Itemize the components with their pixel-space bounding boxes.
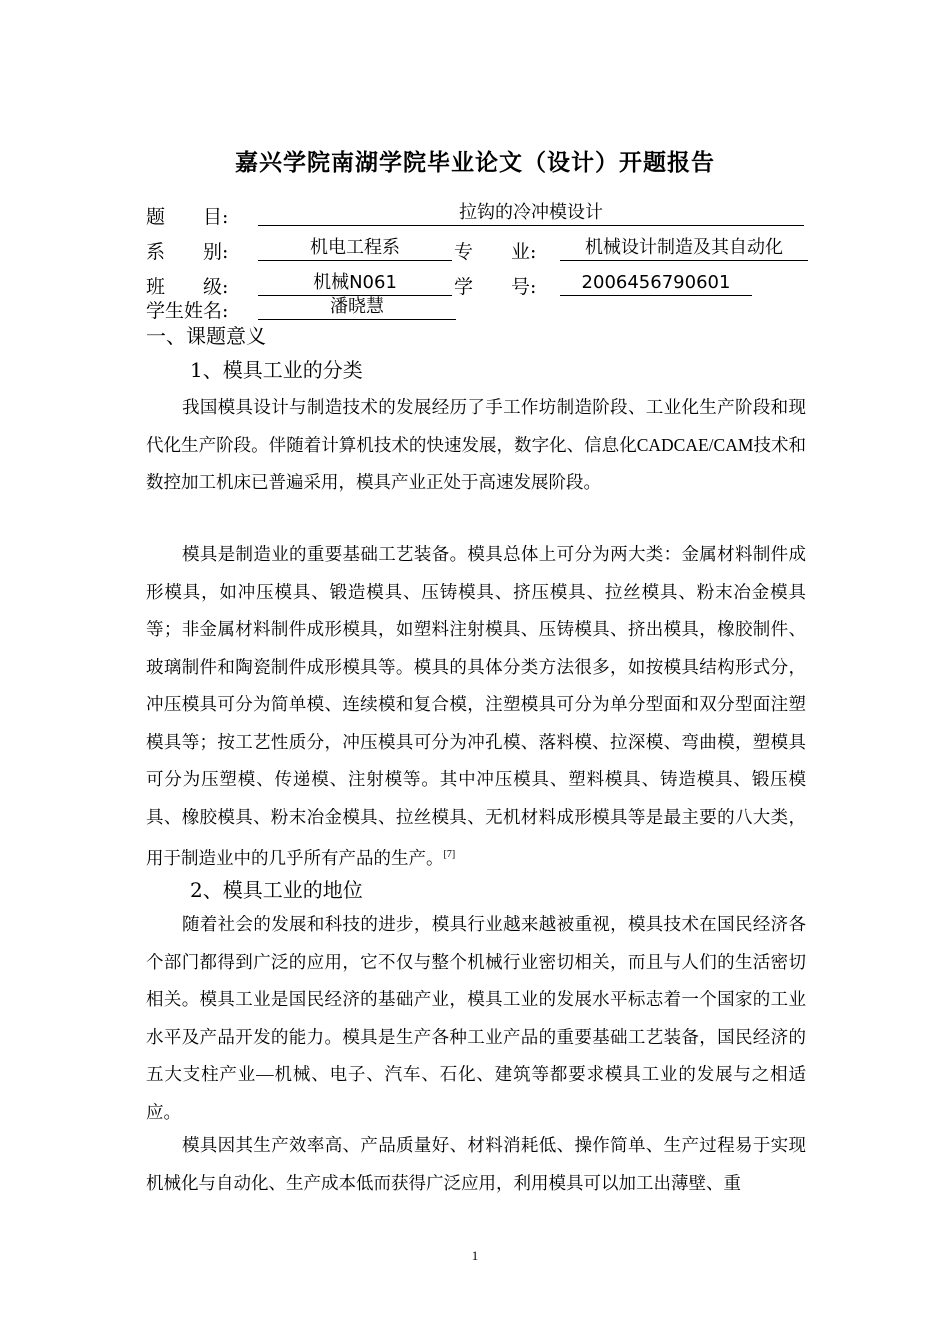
paragraph-2	[146, 536, 806, 877]
topic-label: 题 目:	[146, 206, 229, 228]
major-value: 机械设计制造及其自动化	[560, 236, 808, 261]
student-id-label: 学 号:	[454, 276, 537, 298]
paragraph-4: 模具因其生产效率高、产品质量好、材料消耗低、操作简单、生产过程易于实现机械化与自动化、生产成本低而获得广泛应用，利用模具可以加工出薄壁、重	[146, 1135, 806, 1193]
section-heading: 一、课题意义	[146, 324, 266, 348]
major-label: 专 业:	[454, 241, 537, 263]
dept-label: 系 别:	[146, 241, 229, 263]
paragraph-2-text: 模具是制造业的重要基础工艺装备。模具总体上可分为两大类：金属材料制件成形模具，如冲压模具、锻造模具、压铸模具、挤压模具、拉丝模具、粉末冶金模具等；非金属材料制件成形模具，如塑料注射模具、压铸模具、挤出模具，橡胶制件、玻璃制件和陶瓷制件成形模具等。模具的具体分类方法很多，如按模具结构形式分，冲压模具可分为简单模、连续模和复合模，注塑模具可分为单分型面和双分型面注塑模具等；按工艺性质分，冲压模具可分为冲孔模、落料模、拉深模、弯曲模，塑模具可分为压塑模、传递模、注射模等。其中冲压模具、塑料模具、铸造模具、锻压模具、橡胶模具、粉末冶金模具、拉丝模具、无机材料成形模具等是最主要的八大类，用于制造业中的几乎所有产品的生产。	[146, 544, 806, 868]
paragraph-1: 我国模具设计与制造技术的发展经历了手工作坊制造阶段、工业化生产阶段和现代化生产阶段。伴随着计算机技术的快速发展，数字化、信息化CADCAE/CAM技术和数控加工机床已普遍采用，模具产业正处于高速发展阶段。	[146, 397, 806, 492]
subsection-heading-2: 2、模具工业的地位	[190, 878, 363, 902]
name-label: 学生姓名:	[146, 300, 229, 322]
name-value: 潘晓慧	[258, 295, 456, 320]
topic-value: 拉钩的冷冲模设计	[258, 201, 804, 226]
subsection-heading-1: 1、模具工业的分类	[190, 358, 363, 382]
class-value: 机械N061	[258, 271, 452, 296]
citation-ref: [7]	[443, 849, 456, 860]
student-id-value: 2006456790601	[560, 271, 752, 296]
document-title: 嘉兴学院南湖学院毕业论文（设计）开题报告	[235, 149, 715, 176]
paragraph-3: 随着社会的发展和科技的进步，模具行业越来越被重视，模具技术在国民经济各个部门都得到广泛的应用，它不仅与整个机械行业密切相关，而且与人们的生活密切相关。模具工业是国民经济的基础产业，模具工业的发展水平标志着一个国家的工业水平及产品开发的能力。模具是生产各种工业产品的重要基础工艺装备，国民经济的五大支柱产业—机械、电子、汽车、石化、建筑等都要求模具工业的发展与之相适应。	[146, 914, 806, 1122]
class-label: 班 级:	[146, 276, 229, 298]
dept-value: 机电工程系	[258, 236, 452, 261]
page-number: 1	[471, 1248, 479, 1263]
